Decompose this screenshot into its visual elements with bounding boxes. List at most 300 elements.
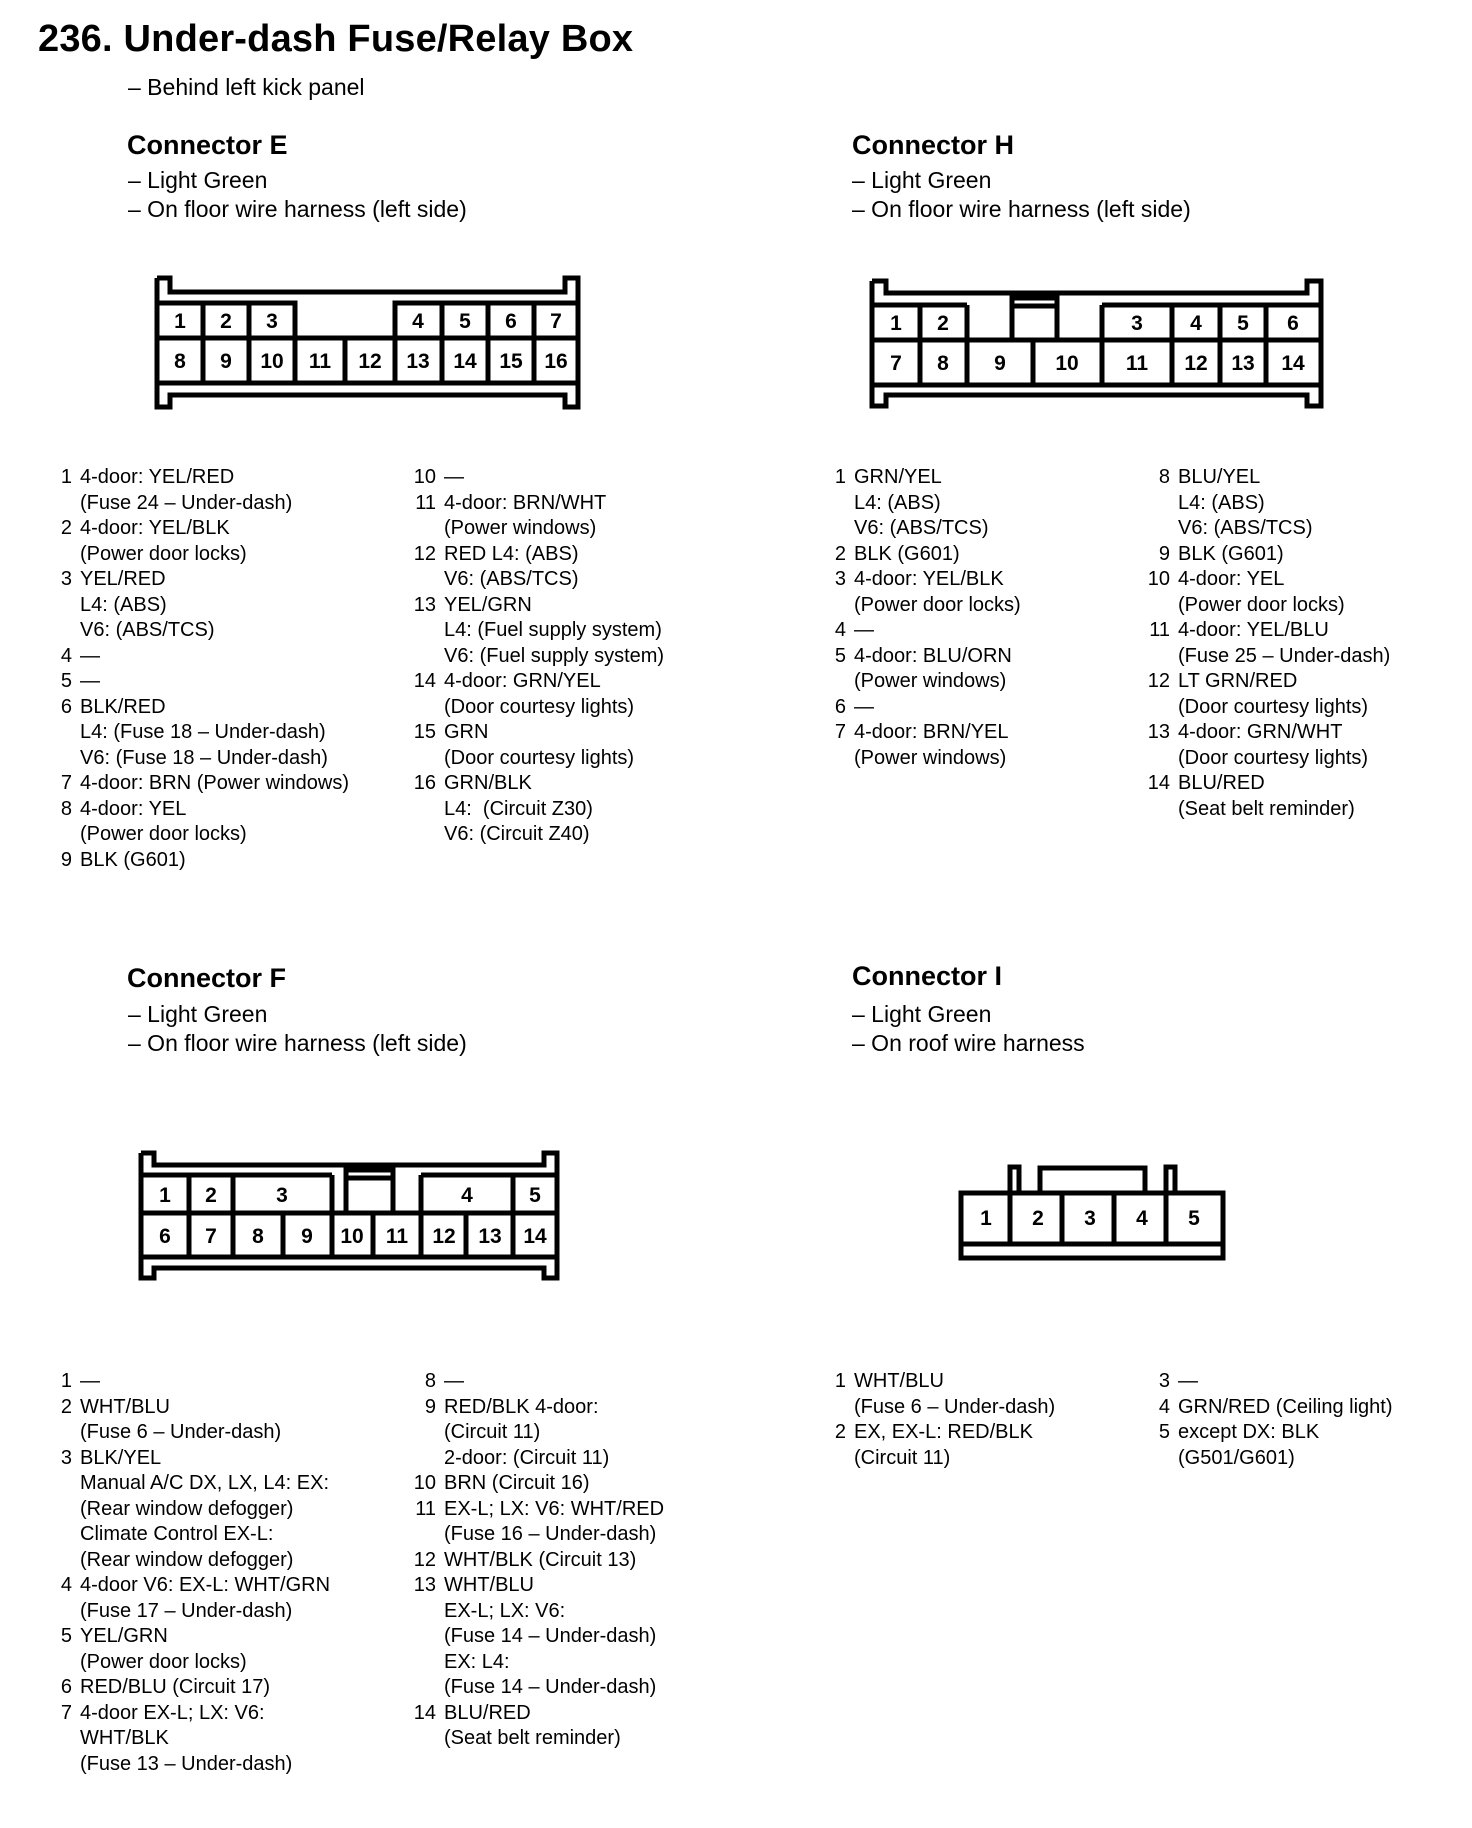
- pin-description-line: (Fuse 14 – Under-dash): [444, 1625, 657, 1647]
- pin-description: [1178, 669, 1368, 720]
- pin-description-line: Manual A/C DX, LX, L4: EX:: [80, 1472, 330, 1494]
- pin-entry: [820, 1420, 1055, 1471]
- pin-number: 3: [60, 1446, 72, 1469]
- pin-number: 8: [60, 797, 72, 820]
- pin-number: 2: [834, 1421, 846, 1443]
- pin-description: [80, 465, 292, 516]
- pin-description-line: 4-door: BRN/WHT: [444, 491, 607, 514]
- pin-description-line: (Circuit 11): [444, 1421, 541, 1443]
- pin-number: 13: [1147, 721, 1170, 743]
- pin-number: 15: [413, 721, 436, 743]
- pin-description-line: EX-L; LX: V6:: [444, 1599, 566, 1622]
- pin-number: 1: [60, 466, 72, 488]
- pin-number: 5: [1158, 1421, 1170, 1443]
- pin-description-line: GRN/YEL: [854, 466, 942, 488]
- connector-i-top-lock: [1010, 1167, 1019, 1193]
- pin-description-line: (Power windows): [854, 670, 1007, 692]
- pin-number: 10: [413, 466, 436, 488]
- pin-description-line: —: [1178, 1370, 1198, 1392]
- connector-f-cavity-label: 6: [159, 1225, 171, 1248]
- pin-description-line: GRN/RED (Ceiling light): [1178, 1395, 1393, 1418]
- pin-description: [854, 567, 1021, 618]
- pin-entry: [46, 771, 349, 797]
- pin-description-line: 4-door: YEL: [80, 797, 187, 820]
- pin-description-line: (Fuse 24 – Under-dash): [80, 491, 293, 514]
- pin-description-line: V6: (ABS/TCS): [854, 517, 989, 539]
- pin-description: [1178, 720, 1368, 771]
- connector-h-location: – On floor wire harness (left side): [852, 196, 1191, 222]
- pin-number: 11: [1149, 619, 1170, 641]
- pin-entry: [1144, 720, 1390, 771]
- pin-description: [444, 669, 634, 720]
- pin-description: [80, 1624, 247, 1675]
- connector-e-cavity-label: 6: [505, 310, 517, 333]
- pin-description: [444, 1701, 621, 1752]
- pin-description: [80, 1446, 329, 1574]
- connector-f-cavity-label: 12: [432, 1225, 456, 1248]
- pin-number: 3: [60, 568, 72, 590]
- pin-description-line: WHT/BLU: [444, 1574, 534, 1596]
- pin-entry: [1144, 1369, 1393, 1395]
- pin-description-line: (Power door locks): [80, 823, 247, 845]
- pin-description-line: —: [444, 1370, 464, 1392]
- pin-number: 2: [834, 542, 846, 565]
- connector-e-pins-left: [46, 465, 349, 873]
- pin-entry: [410, 771, 664, 848]
- pin-description-line: (Rear window defogger): [80, 1548, 294, 1571]
- pin-description: [80, 516, 247, 567]
- pin-description-line: EX: L4:: [444, 1650, 510, 1673]
- pin-description: [854, 542, 960, 568]
- pin-description-line: (Rear window defogger): [80, 1497, 294, 1520]
- pin-description-line: V6: (Fuse 18 – Under-dash): [80, 746, 328, 769]
- pin-description-line: Climate Control EX-L:: [80, 1523, 274, 1545]
- connector-h-cavity-label: 6: [1287, 312, 1299, 335]
- pin-description: [854, 1369, 1055, 1420]
- pin-description: [854, 618, 874, 644]
- connector-i-pins-left: [820, 1369, 1055, 1471]
- pin-entry: [46, 695, 349, 772]
- pin-description: [854, 465, 988, 542]
- pin-description-line: WHT/BLU: [80, 1395, 170, 1418]
- connector-f-cavity-label: 4: [461, 1184, 473, 1207]
- pin-description: [444, 1395, 609, 1472]
- pin-number: 9: [1158, 542, 1170, 565]
- pin-description-line: BLK (G601): [80, 848, 186, 871]
- pin-entry: [1144, 465, 1390, 542]
- pin-entry: [1144, 567, 1390, 618]
- pin-description: [444, 720, 634, 771]
- pin-number: 16: [413, 772, 436, 794]
- pin-description-line: L4: (Fuel supply system): [444, 619, 662, 641]
- pin-description-line: (Fuse 13 – Under-dash): [80, 1752, 293, 1775]
- pin-description-line: 4-door: YEL/BLK: [80, 517, 230, 539]
- pin-number: 12: [1147, 670, 1170, 692]
- pin-description-line: 4-door: YEL/BLK: [854, 568, 1004, 590]
- pin-description: [80, 848, 186, 874]
- pin-description-line: BLK (G601): [854, 542, 960, 565]
- connector-h-cavity-label: 11: [1125, 352, 1149, 375]
- pin-description: [444, 771, 593, 848]
- pin-entry: [410, 1548, 664, 1574]
- pin-description-line: RED/BLK 4-door:: [444, 1395, 599, 1418]
- pin-entry: [410, 1369, 664, 1395]
- pin-number: 14: [1147, 772, 1170, 794]
- connector-h-cavity-label: 7: [890, 352, 902, 375]
- pin-number: 1: [834, 1370, 846, 1392]
- pin-description-line: 4-door V6: EX-L: WHT/GRN: [80, 1574, 331, 1596]
- connector-f-cavity-label: 14: [523, 1225, 547, 1248]
- pin-description-line: V6: (Circuit Z40): [444, 823, 590, 845]
- pin-description-line: 4-door: YEL/BLU: [1178, 619, 1329, 641]
- pin-number: 10: [1147, 568, 1170, 590]
- connector-h-cavity-label: 2: [937, 312, 949, 335]
- connector-f-cavity-label: 11: [385, 1225, 409, 1248]
- pin-number: 7: [834, 721, 846, 743]
- pin-description: [1178, 567, 1345, 618]
- pin-entry: [820, 695, 1021, 721]
- connector-f-cavity-label: 3: [276, 1184, 288, 1207]
- pin-number: 7: [60, 1701, 72, 1724]
- pin-description-line: 4-door: BRN/YEL: [854, 721, 1009, 743]
- pin-description-line: YEL/RED: [80, 568, 166, 590]
- pin-entry: [1144, 669, 1390, 720]
- pin-description-line: 4-door: YEL: [1178, 568, 1285, 590]
- connector-f-diagram: [134, 1147, 574, 1287]
- pin-description-line: 2-door: (Circuit 11): [444, 1446, 610, 1469]
- connector-f-location: – On floor wire harness (left side): [128, 1030, 467, 1056]
- connector-e-location: – On floor wire harness (left side): [128, 196, 467, 222]
- connector-e-diagram: [145, 272, 595, 414]
- pin-entry: [46, 1369, 330, 1395]
- connector-e-color: – Light Green: [128, 167, 268, 193]
- connector-f-cavity-label: 2: [205, 1184, 217, 1207]
- pin-description-line: (Fuse 6 – Under-dash): [80, 1421, 282, 1443]
- pin-description-line: (Seat belt reminder): [1178, 797, 1355, 820]
- pin-description-line: L4: (Fuse 18 – Under-dash): [80, 721, 326, 743]
- pin-number: 6: [834, 695, 846, 718]
- connector-i-cavity-label: 4: [1136, 1207, 1148, 1230]
- pin-description-line: EX-L; LX: V6: WHT/RED: [444, 1497, 665, 1520]
- connector-h-cavity-label: 13: [1231, 352, 1255, 375]
- pin-number: 5: [60, 670, 72, 692]
- pin-entry: [410, 542, 664, 593]
- connector-h-cavity-label: 12: [1184, 352, 1208, 375]
- connector-f-color: – Light Green: [128, 1001, 268, 1027]
- pin-number: 13: [413, 1574, 436, 1596]
- connector-e-cavity-label: 1: [174, 310, 186, 333]
- pin-description: [80, 695, 328, 772]
- pin-entry: [46, 1573, 330, 1624]
- pin-description-line: RED/BLU (Circuit 17): [80, 1676, 271, 1698]
- pin-description-line: except DX: BLK: [1178, 1421, 1320, 1443]
- pin-number: 11: [415, 491, 436, 514]
- pin-number: 1: [834, 466, 846, 488]
- pin-number: 1: [60, 1370, 72, 1392]
- connector-f-pins-right: [410, 1369, 664, 1752]
- pin-description-line: V6: (ABS/TCS): [1178, 517, 1313, 539]
- pin-entry: [46, 797, 349, 848]
- pin-description-line: —: [854, 695, 874, 718]
- connector-h-color: – Light Green: [852, 167, 992, 193]
- connector-h-cavity-label: 14: [1281, 352, 1305, 375]
- pin-entry: [410, 669, 664, 720]
- connector-e-cavity-label: 4: [412, 310, 424, 333]
- pin-description-line: —: [80, 1370, 100, 1392]
- pin-description: [444, 1573, 656, 1701]
- pin-number: 2: [60, 1395, 72, 1418]
- pin-number: 10: [413, 1472, 436, 1494]
- pin-number: 12: [413, 1548, 436, 1571]
- pin-description-line: V6: (ABS/TCS): [80, 619, 215, 641]
- pin-description-line: (Seat belt reminder): [444, 1727, 621, 1749]
- pin-description-line: (Power door locks): [80, 1650, 247, 1673]
- pin-description-line: L4: (Circuit Z30): [444, 797, 593, 820]
- connector-e-cavity-label: 5: [459, 310, 471, 333]
- pin-entry: [410, 593, 664, 670]
- connector-e-cavity-label: 7: [550, 310, 562, 333]
- pin-entry: [46, 1446, 330, 1574]
- pin-description: [80, 797, 247, 848]
- pin-description-line: L4: (ABS): [80, 593, 167, 616]
- pin-description-line: —: [80, 644, 100, 667]
- pin-entry: [820, 1369, 1055, 1420]
- pin-description: [854, 1420, 1033, 1471]
- pin-entry: [46, 516, 349, 567]
- connector-e-cavity-label: 9: [220, 350, 232, 373]
- pin-entry: [820, 644, 1021, 695]
- pin-entry: [1144, 618, 1390, 669]
- pin-description-line: (Door courtesy lights): [1178, 695, 1369, 718]
- pin-entry: [410, 465, 664, 491]
- pin-entry: [410, 491, 664, 542]
- pin-description-line: (Fuse 6 – Under-dash): [854, 1395, 1056, 1418]
- pin-number: 8: [1158, 466, 1170, 488]
- connector-f-cavity-label: 7: [205, 1225, 217, 1248]
- pin-entry: [46, 1675, 330, 1701]
- pin-description: [80, 1395, 281, 1446]
- pin-description: [1178, 1395, 1393, 1421]
- pin-number: 12: [413, 542, 436, 565]
- pin-entry: [46, 1395, 330, 1446]
- pin-description: [80, 771, 349, 797]
- connector-e-cavity-label: 11: [308, 350, 332, 373]
- pin-description-line: YEL/GRN: [80, 1625, 168, 1647]
- pin-number: 4: [60, 1574, 72, 1596]
- pin-description: [444, 593, 664, 670]
- pin-entry: [46, 465, 349, 516]
- pin-description-line: (Fuse 14 – Under-dash): [444, 1676, 657, 1698]
- pin-entry: [46, 644, 349, 670]
- connector-e-pins-right: [410, 465, 664, 848]
- pin-description-line: 4-door: BLU/ORN: [854, 644, 1012, 667]
- connector-f-cavity-label: 10: [340, 1225, 364, 1248]
- pin-description-line: GRN/BLK: [444, 772, 532, 794]
- pin-description-line: LT GRN/RED: [1178, 670, 1298, 692]
- pin-entry: [820, 542, 1021, 568]
- connector-i-location: – On roof wire harness: [852, 1030, 1085, 1056]
- connector-e-cavity-label: 16: [544, 350, 568, 373]
- pin-number: 6: [60, 1676, 72, 1698]
- pin-entry: [410, 720, 664, 771]
- pin-description: [80, 1701, 292, 1778]
- pin-description: [854, 720, 1009, 771]
- pin-entry: [410, 1701, 664, 1752]
- pin-description-line: —: [444, 466, 464, 488]
- pin-number: 3: [1158, 1370, 1170, 1392]
- pin-description-line: —: [854, 619, 874, 641]
- connector-f-cavity-label: 9: [301, 1225, 313, 1248]
- connector-h-cavity-label: 4: [1190, 312, 1202, 335]
- connector-f-cavity-label: 1: [159, 1184, 171, 1207]
- pin-description-line: BLU/RED: [444, 1701, 531, 1724]
- page-subtitle: – Behind left kick panel: [128, 74, 365, 100]
- pin-number: 4: [834, 619, 846, 641]
- pin-description-line: (Power door locks): [854, 593, 1021, 616]
- pin-description-line: 4-door: GRN/YEL: [444, 670, 601, 692]
- pin-description-line: BLK/RED: [80, 695, 166, 718]
- connector-f-cavity-label: 13: [478, 1225, 502, 1248]
- connector-h-cavity-label: 1: [890, 312, 902, 335]
- pin-entry: [46, 567, 349, 644]
- pin-description-line: 4-door: BRN (Power windows): [80, 772, 349, 794]
- pin-description: [1178, 1369, 1198, 1395]
- pin-number: 5: [834, 644, 846, 667]
- pin-description-line: V6: (Fuel supply system): [444, 644, 665, 667]
- connector-h-cavity-label: 5: [1237, 312, 1249, 335]
- connector-e-cavity-label: 15: [499, 350, 523, 373]
- pin-description: [444, 465, 464, 491]
- connector-h-title: Connector H: [852, 130, 1014, 160]
- pin-description-line: (Circuit 11): [854, 1446, 951, 1469]
- pin-description-line: GRN: [444, 721, 489, 743]
- pin-description-line: (Fuse 16 – Under-dash): [444, 1523, 657, 1545]
- connector-f-title: Connector F: [127, 963, 286, 993]
- pin-entry: [46, 848, 349, 874]
- connector-h-cavity-label: 3: [1131, 312, 1143, 335]
- pin-entry: [820, 465, 1021, 542]
- connector-i-color: – Light Green: [852, 1001, 992, 1027]
- connector-e-cavity-label: 12: [358, 350, 382, 373]
- pin-entry: [410, 1471, 664, 1497]
- connector-e-title: Connector E: [127, 130, 288, 160]
- connector-h-cavity-label: 8: [937, 352, 949, 375]
- pin-description-line: YEL/GRN: [444, 593, 532, 616]
- pin-number: 4: [1158, 1395, 1170, 1418]
- connector-f-pins-left: [46, 1369, 330, 1777]
- pin-number: 2: [60, 517, 72, 539]
- connector-i-title: Connector I: [852, 961, 1003, 991]
- pin-entry: [46, 1624, 330, 1675]
- pin-description-line: (Fuse 25 – Under-dash): [1178, 644, 1391, 667]
- pin-description-line: (Power windows): [854, 746, 1007, 769]
- pin-description: [444, 542, 578, 593]
- pin-description: [80, 1573, 330, 1624]
- pin-entry: [46, 1701, 330, 1778]
- connector-e-cavity-label: 3: [266, 310, 278, 333]
- connector-e-cavity-label: 14: [453, 350, 477, 373]
- pin-description-line: BLK/YEL: [80, 1446, 162, 1469]
- pin-entry: [820, 567, 1021, 618]
- pin-description: [80, 1369, 100, 1395]
- pin-description-line: 4-door EX-L; LX: V6:: [80, 1701, 265, 1724]
- connector-i-diagram: [952, 1160, 1232, 1270]
- connector-h-pins-left: [820, 465, 1021, 771]
- pin-number: 3: [834, 568, 846, 590]
- pin-number: 13: [413, 593, 436, 616]
- pin-description-line: WHT/BLK (Circuit 13): [444, 1548, 637, 1571]
- page-title: 236. Under-dash Fuse/Relay Box: [38, 18, 634, 60]
- pin-entry: [1144, 1420, 1393, 1471]
- connector-e-cavity-label: 8: [174, 350, 186, 373]
- pin-description-line: 4-door: YEL/RED: [80, 466, 235, 488]
- pin-description-line: EX, EX-L: RED/BLK: [854, 1421, 1033, 1443]
- pin-entry: [820, 720, 1021, 771]
- connector-h-diagram: [866, 275, 1332, 415]
- pin-description-line: (Power door locks): [80, 542, 247, 565]
- pin-number: 11: [415, 1497, 436, 1520]
- pin-description: [854, 695, 874, 721]
- pin-description: [444, 1497, 664, 1548]
- pin-description: [1178, 771, 1355, 822]
- pin-description: [1178, 618, 1390, 669]
- pin-description: [1178, 465, 1312, 542]
- pin-description-line: (Fuse 17 – Under-dash): [80, 1599, 293, 1622]
- pin-description-line: BRN (Circuit 16): [444, 1472, 590, 1494]
- pin-description: [854, 644, 1012, 695]
- pin-number: 14: [413, 1701, 436, 1724]
- pin-description: [1178, 542, 1284, 568]
- pin-description-line: WHT/BLK: [80, 1727, 169, 1749]
- pin-description-line: WHT/BLU: [854, 1370, 944, 1392]
- pin-number: 5: [60, 1625, 72, 1647]
- pin-description-line: L4: (ABS): [854, 491, 941, 514]
- connector-i-cavity-label: 3: [1084, 1207, 1096, 1230]
- pin-description-line: (Power windows): [444, 517, 597, 539]
- pin-number: 8: [424, 1370, 436, 1392]
- connector-e-cavity-label: 2: [220, 310, 232, 333]
- pin-entry: [1144, 542, 1390, 568]
- pin-entry: [410, 1573, 664, 1701]
- pin-description-line: (Door courtesy lights): [1178, 746, 1369, 769]
- pin-number: 6: [60, 695, 72, 718]
- pin-description-line: V6: (ABS/TCS): [444, 568, 579, 590]
- pin-entry: [410, 1497, 664, 1548]
- connector-h-cavity-label: 10: [1055, 352, 1079, 375]
- pin-description: [444, 1471, 590, 1497]
- connector-h-pins-right: [1144, 465, 1390, 822]
- pin-description-line: BLK (G601): [1178, 542, 1284, 565]
- pin-entry: [46, 669, 349, 695]
- connector-i-cavity-label: 2: [1032, 1207, 1044, 1230]
- pin-number: 9: [424, 1395, 436, 1418]
- pin-entry: [410, 1395, 664, 1472]
- connector-f-cavity-label: 8: [252, 1225, 264, 1248]
- pin-description-line: 4-door: GRN/WHT: [1178, 721, 1343, 743]
- pin-description: [444, 1369, 464, 1395]
- pin-description: [1178, 1420, 1319, 1471]
- pin-entry: [1144, 771, 1390, 822]
- pin-description-line: (Door courtesy lights): [444, 695, 635, 718]
- pin-description-line: (G501/G601): [1178, 1446, 1295, 1469]
- pin-description: [80, 567, 214, 644]
- connector-h-cavity-label: 9: [994, 352, 1006, 375]
- pin-entry: [820, 618, 1021, 644]
- pin-number: 7: [60, 772, 72, 794]
- pin-description-line: (Power door locks): [1178, 593, 1345, 616]
- connector-i-cavity-label: 1: [980, 1207, 992, 1230]
- connector-i-cavity-label: 5: [1188, 1207, 1200, 1230]
